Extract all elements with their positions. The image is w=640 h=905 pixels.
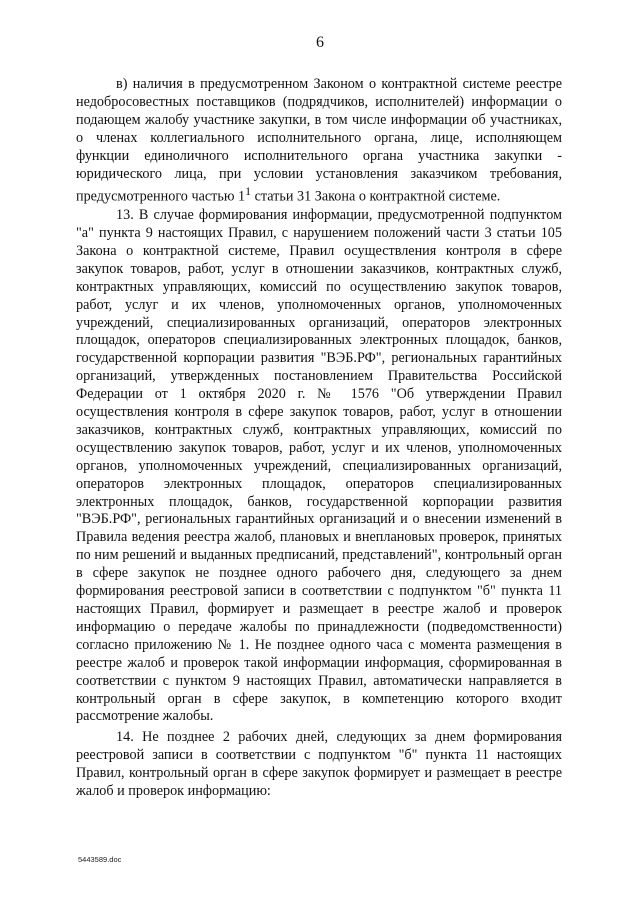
- superscript-part-number: 1: [245, 184, 252, 199]
- paragraph-14: 14. Не позднее 2 рабочих дней, следующих за днем формирования реестровой записи в соответствии с подпунктом "б" пункта 11 настоящих Правил, контрольный орган в сфере закупок формирует и размещает в реестре жалоб и проверок информацию:: [76, 729, 562, 800]
- paragraph-v-clause: [76, 76, 562, 207]
- page-number: 6: [316, 34, 324, 51]
- paragraph-13: 13. В случае формирования информации, предусмотренной подпунктом "а" пункта 9 настоящих Правил, с нарушением положений части 3 статьи 105 Закона о контрактной системе, Правил осуществления контроля в сфере закупок товаров, работ, услуг в отношении заказчиков, контрактных служб, контрактных управляющих, комиссий по осуществлению закупок товаров, работ, услуг и их членов, уполномоченных органов, уполномоченных учреждений, специализированных организаций, операторов электронных площадок, операторов специализированных электронных площадок, банков, государственной корпорации развития "ВЭБ.РФ", региональных гарантийных организаций, утвержденных постановлением Правительства Российской Федерации от 1 октября 2020 г. № 1576 "Об утверждении Правил осуществления контроля в сфере закупок товаров, работ, услуг в отношении заказчиков, контрактных служб, контрактных управляющих, комиссий по осуществлению закупок товаров, работ, услуг и их членов, уполномоченных органов, уполномоченных учреждений, специализированных организаций, операторов электронных площадок, операторов специализированных электронных площадок, банков, государственной корпорации развития "ВЭБ.РФ", региональных гарантийных организаций и о внесении изменений в Правила ведения реестра жалоб, плановых и внеплановых проверок, принятых по ним решений и выданных предписаний, представлений", контрольный орган в сфере закупок не позднее одного рабочего дня, следующего за днем формирования реестровой записи в соответствии с подпунктом "б" пункта 11 настоящих Правил, формирует и размещает в реестре жалоб и проверок информацию о передаче жалобы по принадлежности (подведомственности) согласно приложению № 1. Не позднее одного часа с момента размещения в реестре жалоб и проверок такой информации информация, сформированная в соответствии с пунктом 9 настоящих Правил, автоматически направляется в контрольный орган в сфере закупок, в компетенцию которого входит рассмотрение жалобы.: [76, 207, 562, 725]
- document-body: [76, 76, 562, 801]
- footer-filename: 5443589.doc: [78, 855, 122, 864]
- paragraph-v-text-end: статьи 31 Закона о контрактной системе.: [251, 189, 501, 206]
- paragraph-v-text: в) наличия в предусмотренном Законом о контрактной системе реестре недобросовестных поставщиков (подрядчиков, исполнителей) информации о подающем жалобу участнике закупки, в том числе информации об участниках, о членах коллегиального исполнительного органа, лице, исполняющем функции единоличного исполнительного органа участника закупки - юридического лица, при условии установления заказчиком требования, предусмотренного частью 1: [76, 76, 562, 206]
